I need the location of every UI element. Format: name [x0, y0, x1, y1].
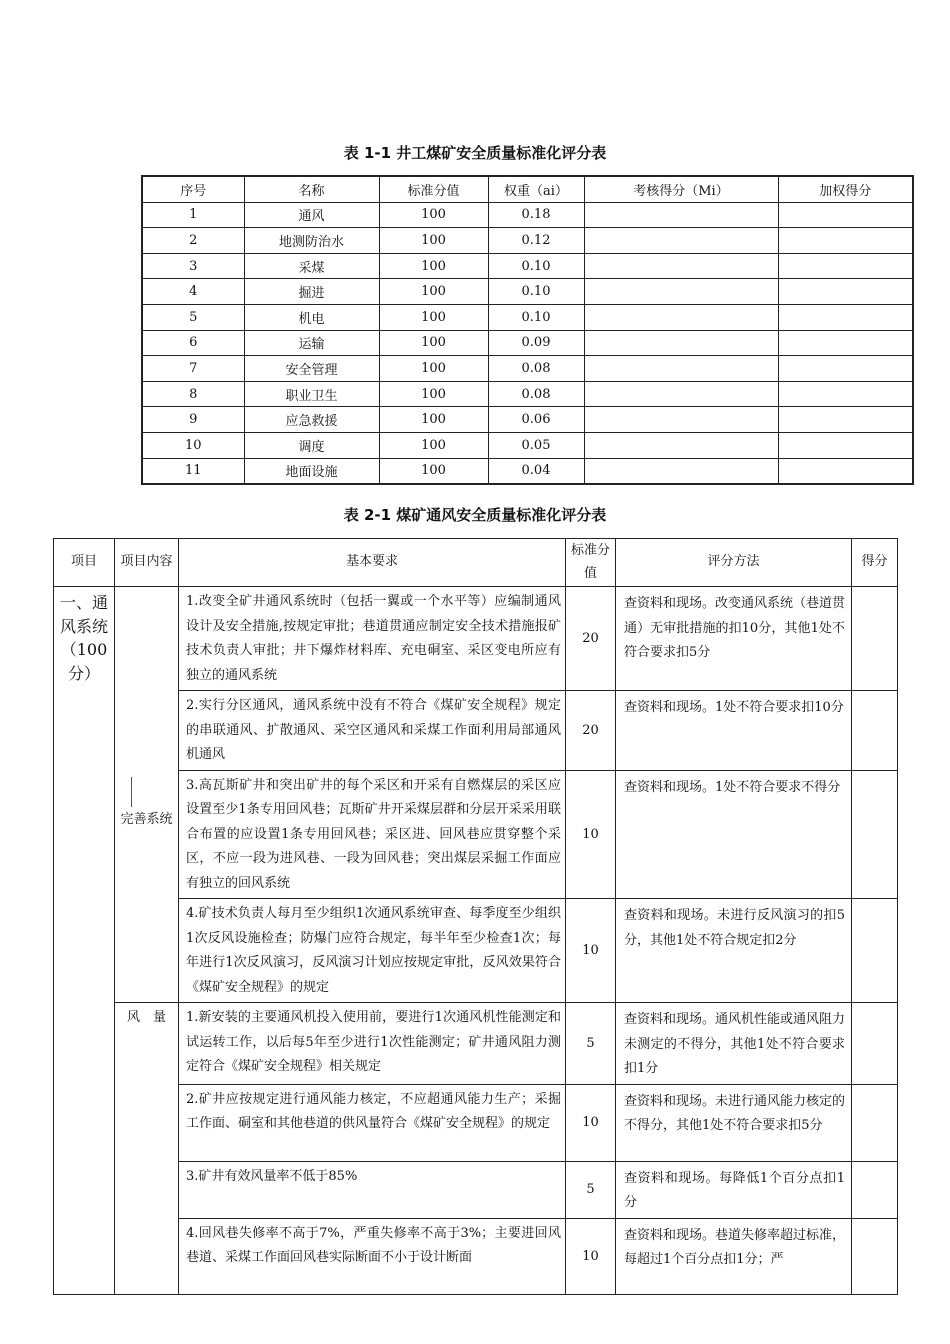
col-header-project-content: 项目内容	[115, 539, 179, 587]
standard-value-cell: 10	[566, 899, 616, 1003]
scoring-method-cell: 查资料和现场。1处不符合要求扣10分	[616, 691, 852, 771]
score-cell	[852, 1003, 898, 1085]
cell-index: 5	[142, 304, 244, 330]
cell-weight: 0.10	[488, 279, 584, 305]
requirement-cell: 2.实行分区通风，通风系统中没有不符合《煤矿安全规程》规定的串联通风、扩散通风、采空区通风和采煤工作面利用局部通风机通风	[179, 691, 566, 771]
project-content-text: 完善系统	[120, 812, 173, 827]
cell-weight: 0.08	[488, 356, 584, 382]
cell-standard-score: 100	[379, 432, 488, 458]
col-header-weight: 权重（ai）	[488, 176, 584, 202]
scoring-method-cell: 查资料和现场。1处不符合要求不得分	[616, 770, 852, 899]
cell-name: 安全管理	[244, 356, 379, 382]
cell-index: 4	[142, 279, 244, 305]
scoring-method-cell: 查资料和现场。改变通风系统（巷道贯通）无审批措施的扣10分，其他1处不符合要求扣5分	[616, 587, 852, 691]
standard-value-cell: 20	[566, 587, 616, 691]
table-row	[142, 304, 913, 330]
cell-index: 10	[142, 432, 244, 458]
scoring-summary-table	[141, 175, 914, 485]
cell-standard-score: 100	[379, 356, 488, 382]
table-row	[54, 770, 898, 899]
requirement-cell: 2.矿井应按规定进行通风能力核定，不应超通风能力生产；采掘工作面、硐室和其他巷道的供风量符合《煤矿安全规程》的规定	[179, 1084, 566, 1161]
col-header-project: 项目	[54, 539, 115, 587]
cell-weighted-score	[778, 407, 913, 433]
cell-standard-score: 100	[379, 381, 488, 407]
score-cell	[852, 899, 898, 1003]
cell-weighted-score	[778, 202, 913, 228]
col-header-scoring-method: 评分方法	[616, 539, 852, 587]
cell-weight: 0.10	[488, 253, 584, 279]
cell-name: 采煤	[244, 253, 379, 279]
standard-value-cell: 10	[566, 1084, 616, 1161]
table-row	[54, 1161, 898, 1218]
cell-standard-score: 100	[379, 458, 488, 484]
cell-name: 机电	[244, 304, 379, 330]
cell-standard-score: 100	[379, 228, 488, 254]
table-row	[54, 1084, 898, 1161]
cell-name: 应急救援	[244, 407, 379, 433]
scoring-method-cell: 查资料和现场。通风机性能或通风阻力未测定的不得分，其他1处不符合要求扣1分	[616, 1003, 852, 1085]
cell-index: 1	[142, 202, 244, 228]
cell-index: 6	[142, 330, 244, 356]
table2-title: 表 2-1 煤矿通风安全质量标准化评分表	[343, 506, 607, 524]
cell-standard-score: 100	[379, 253, 488, 279]
table-row	[54, 1218, 898, 1294]
score-cell	[852, 1218, 898, 1294]
cell-weighted-score	[778, 253, 913, 279]
cell-weight: 0.05	[488, 432, 584, 458]
cell-standard-score: 100	[379, 330, 488, 356]
cell-assessment-score	[584, 407, 778, 433]
cell-weighted-score	[778, 432, 913, 458]
cell-assessment-score	[584, 253, 778, 279]
col-header-name: 名称	[244, 176, 379, 202]
cell-weighted-score	[778, 228, 913, 254]
requirement-cell: 4.回风巷失修率不高于7%，严重失修率不高于3%；主要进回风巷道、采煤工作面回风巷实际断面不小于设计断面	[179, 1218, 566, 1294]
bracket-line	[131, 777, 132, 807]
cell-weighted-score	[778, 304, 913, 330]
cell-standard-score: 100	[379, 407, 488, 433]
cell-assessment-score	[584, 279, 778, 305]
cell-weighted-score	[778, 356, 913, 382]
scoring-method-cell: 查资料和现场。未进行反风演习的扣5分，其他1处不符合规定扣2分	[616, 899, 852, 1003]
cell-weighted-score	[778, 279, 913, 305]
cell-name: 地面设施	[244, 458, 379, 484]
col-header-assessment-score: 考核得分（Mi）	[584, 176, 778, 202]
cell-name: 通风	[244, 202, 379, 228]
cell-index: 7	[142, 356, 244, 382]
cell-name: 地测防治水	[244, 228, 379, 254]
project-content-text: 风 量	[126, 1010, 166, 1025]
cell-assessment-score	[584, 356, 778, 382]
cell-assessment-score	[584, 228, 778, 254]
score-cell	[852, 691, 898, 771]
cell-standard-score: 100	[379, 202, 488, 228]
cell-assessment-score	[584, 304, 778, 330]
cell-weight: 0.18	[488, 202, 584, 228]
requirement-cell: 1.改变全矿井通风系统时（包括一翼或一个水平等）应编制通风设计及安全措施,按规定审批；巷道贯通应制定安全技术措施报矿技术负责人审批；井下爆炸材料库、充电硐室、采区变电所应有独立的通风系统	[179, 587, 566, 691]
cell-assessment-score	[584, 381, 778, 407]
requirement-cell: 4.矿技术负责人每月至少组织1次通风系统审查、每季度至少组织1次反风设施检查；防爆门应符合规定，每半年至少检查1次；每年进行1次反风演习，反风演习计划应按规定审批，反风效果符合《煤矿安全规程》的规定	[179, 899, 566, 1003]
table-row	[142, 330, 913, 356]
cell-weight: 0.08	[488, 381, 584, 407]
table-row	[54, 691, 898, 771]
table-row	[142, 381, 913, 407]
table-row	[142, 356, 913, 382]
table-row	[54, 587, 898, 691]
col-header-standard-value: 标准分值	[566, 539, 616, 587]
cell-index: 3	[142, 253, 244, 279]
table1-body	[142, 202, 913, 484]
cell-assessment-score	[584, 202, 778, 228]
cell-weighted-score	[778, 458, 913, 484]
scoring-method-cell: 查资料和现场。巷道失修率超过标准，每超过1个百分点扣1分；严	[616, 1218, 852, 1294]
cell-name: 运输	[244, 330, 379, 356]
table2-body	[54, 587, 898, 1295]
cell-assessment-score	[584, 330, 778, 356]
col-header-score: 得分	[852, 539, 898, 587]
scoring-method-cell: 查资料和现场。每降低1个百分点扣1分	[616, 1161, 852, 1218]
cell-standard-score: 100	[379, 279, 488, 305]
col-header-standard-score: 标准分值	[379, 176, 488, 202]
cell-name: 职业卫生	[244, 381, 379, 407]
standard-value-cell: 5	[566, 1161, 616, 1218]
project-content-label	[115, 1003, 179, 1295]
table-row	[142, 202, 913, 228]
cell-name: 调度	[244, 432, 379, 458]
cell-assessment-score	[584, 458, 778, 484]
standard-value-cell: 10	[566, 770, 616, 899]
table1-title: 表 1-1 井工煤矿安全质量标准化评分表	[343, 144, 607, 162]
requirement-cell: 1.新安装的主要通风机投入使用前，要进行1次通风机性能测定和试运转工作，以后每5年至少进行1次性能测定；矿井通风阻力测定符合《煤矿安全规程》相关规定	[179, 1003, 566, 1085]
cell-weighted-score	[778, 381, 913, 407]
scoring-method-cell: 查资料和现场。未进行通风能力核定的不得分，其他1处不符合要求扣5分	[616, 1084, 852, 1161]
table-row	[142, 228, 913, 254]
score-cell	[852, 587, 898, 691]
score-cell	[852, 770, 898, 899]
ventilation-scoring-table	[53, 538, 898, 1295]
cell-index: 11	[142, 458, 244, 484]
standard-value-cell: 5	[566, 1003, 616, 1085]
table-row	[54, 1003, 898, 1085]
table-row	[142, 279, 913, 305]
cell-index: 2	[142, 228, 244, 254]
cell-weight: 0.10	[488, 304, 584, 330]
standard-value-cell: 20	[566, 691, 616, 771]
table1-header-row	[142, 176, 913, 202]
cell-standard-score: 100	[379, 304, 488, 330]
cell-weight: 0.12	[488, 228, 584, 254]
table-row	[142, 407, 913, 433]
cell-weight: 0.04	[488, 458, 584, 484]
project-content-label	[115, 587, 179, 1003]
cell-index: 9	[142, 407, 244, 433]
col-header-index: 序号	[142, 176, 244, 202]
project-label: 一、通风系统（100分）	[54, 587, 115, 1295]
cell-weight: 0.06	[488, 407, 584, 433]
cell-assessment-score	[584, 432, 778, 458]
score-cell	[852, 1084, 898, 1161]
col-header-basic-requirements: 基本要求	[179, 539, 566, 587]
standard-value-cell: 10	[566, 1218, 616, 1294]
table-row	[142, 458, 913, 484]
table-row	[54, 899, 898, 1003]
table-row	[142, 253, 913, 279]
cell-weight: 0.09	[488, 330, 584, 356]
requirement-cell: 3.矿井有效风量率不低于85%	[179, 1161, 566, 1218]
cell-weighted-score	[778, 330, 913, 356]
table-row	[142, 432, 913, 458]
requirement-cell: 3.高瓦斯矿井和突出矿井的每个采区和开采有自燃煤层的采区应设置至少1条专用回风巷；瓦斯矿井开采煤层群和分层开采采用联合布置的应设置1条专用回风巷；采区进、回风巷应贯穿整个采区，不应一段为进风巷、一段为回风巷；突出煤层采掘工作面应有独立的回风系统	[179, 770, 566, 899]
cell-index: 8	[142, 381, 244, 407]
table2-header-row	[54, 539, 898, 587]
cell-name: 掘进	[244, 279, 379, 305]
col-header-weighted-score: 加权得分	[778, 176, 913, 202]
score-cell	[852, 1161, 898, 1218]
